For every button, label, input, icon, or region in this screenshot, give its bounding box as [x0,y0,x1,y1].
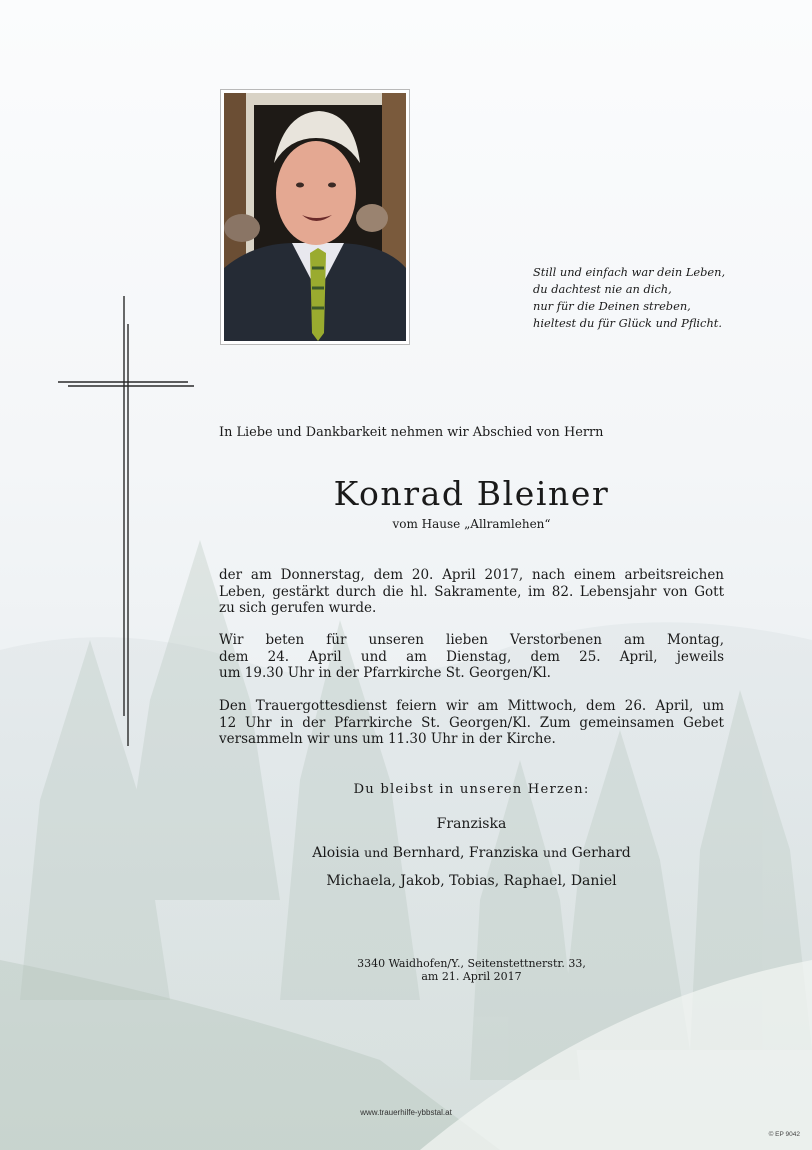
portrait-image [224,93,406,341]
paragraph-line: Den Trauergottesdienst feiern wir am Mittwoch, dem 26. April, um [219,698,724,714]
poem-line: Still und einfach war dein Leben, [533,265,726,279]
address-line: 3340 Waidhofen/Y., Seitenstettnerstr. 33, [357,957,586,970]
poem-line: nur für die Deinen streben, [533,299,691,313]
family-names: Aloisia [312,845,360,861]
paragraph-line: 12 Uhr in der Pfarrkirche St. Georgen/Kl. Zum gemeinsamen Gebet [219,714,724,731]
paragraph-line: Wir beten für unseren lieben Verstorbenen am Montag, [219,632,724,648]
paragraph-line: Leben, gestärkt durch die hl. Sakramente, im 82. Lebensjahr von Gott [219,583,724,600]
house-name: vom Hause „Allramlehen“ [392,517,551,531]
paragraph-line: versammeln wir uns um 11.30 Uhr in der Kirche. [219,731,556,747]
paragraph-line: der am Donnerstag, dem 20. April 2017, nach einem arbeitsreichen [219,567,724,583]
paragraph-line: um 19.30 Uhr in der Pfarrkirche St. Georgen/Kl. [219,665,551,681]
family-line: Franziska [436,816,507,832]
poem-line: hieltest du für Glück und Pflicht. [533,316,722,330]
cross-icon [56,296,196,746]
website-link[interactable]: www.trauerhilfe-ybbstal.at [360,1108,452,1117]
memorial-poem [533,264,773,332]
portrait-photo [220,89,410,345]
deceased-name: Konrad Bleiner [333,474,610,513]
family-line [219,845,724,861]
funeral-service-paragraph [219,698,724,748]
family-conjunction: und [364,845,389,860]
date-line: am 21. April 2017 [421,970,522,983]
prayer-paragraph [219,632,724,682]
family-names: Gerhard [571,845,631,861]
family-line: Michaela, Jakob, Tobias, Raphael, Daniel [326,873,617,889]
intro-text: In Liebe und Dankbarkeit nehmen wir Abschied von Herrn [219,425,604,440]
paragraph-line: zu sich gerufen wurde. [219,600,377,616]
paragraph-line: dem 24. April und am Dienstag, dem 25. April, jeweils [219,648,724,665]
print-code: © EP 9042 [768,1131,800,1138]
family-conjunction: und [543,845,568,860]
poem-line: du dachtest nie an dich, [533,282,672,296]
death-notice-paragraph [219,567,724,617]
family-names: Bernhard, Franziska [392,845,539,861]
remembrance-heading: Du bleibst in unseren Herzen: [353,782,590,797]
